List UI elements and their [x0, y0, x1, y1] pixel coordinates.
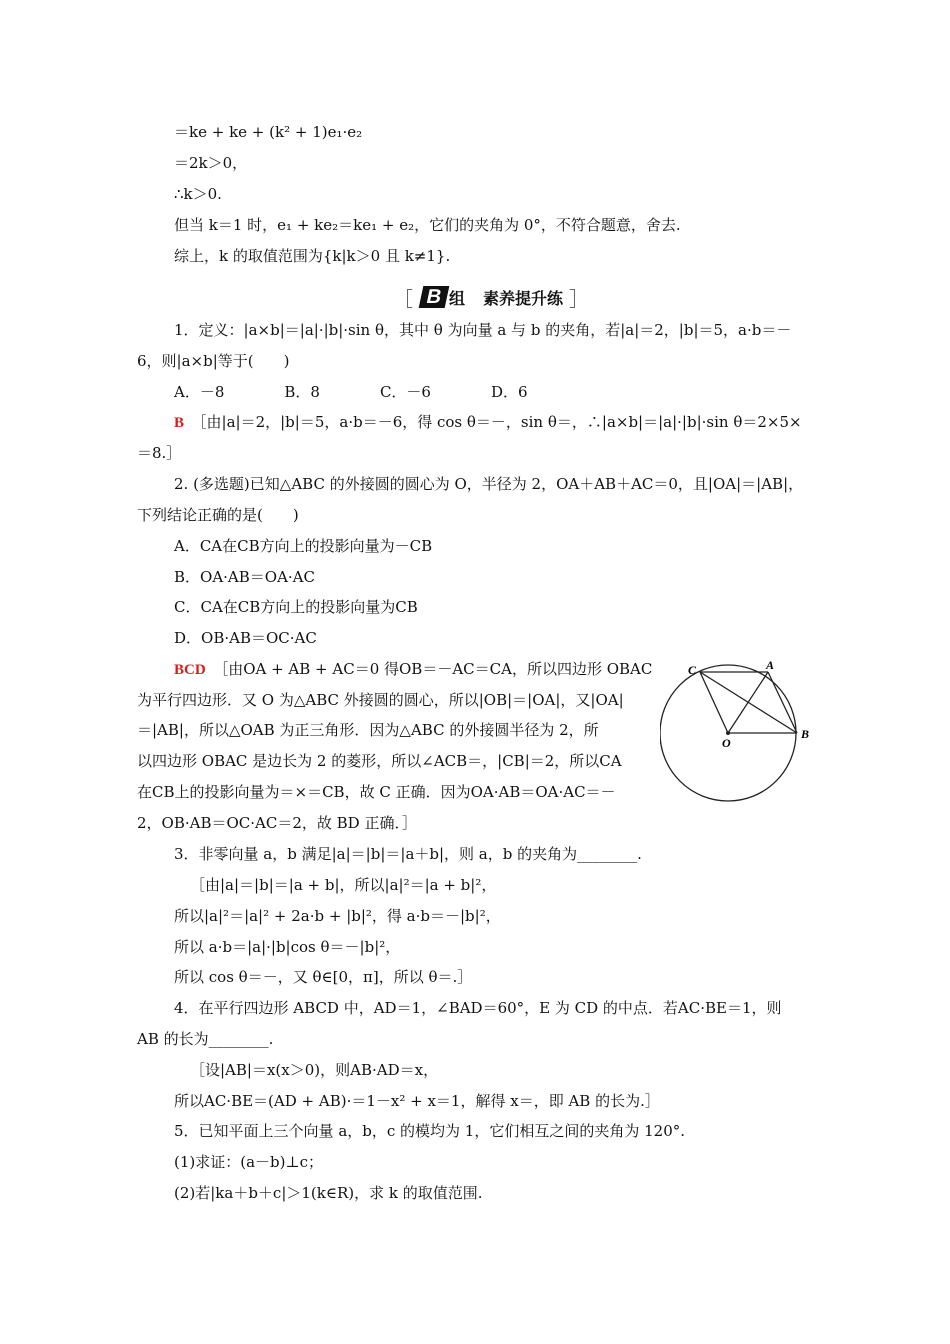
question-5-part-1: (1)求证：(a－b)⊥c；: [174, 1153, 324, 1171]
question-4: 4．在平行四边形 ABCD 中，AD＝1，∠BAD＝60°，E 为 CD 的中点．若AC·BE＝1，则: [174, 999, 782, 1017]
text-line: 在CB上的投影向量为＝×＝CB，故 C 正确．因为OA·AB＝OA·AC＝－: [137, 783, 616, 801]
text-line: 但当 k＝1 时，e₁ + ke₂＝ke₁ + e₂，它们的夹角为 0°，不符合题意，舍去.: [174, 216, 681, 234]
text-line: 所以 cos θ＝－，又 θ∈[0，π]，所以 θ＝.］: [174, 968, 473, 986]
option-d: D．OB·AB＝OC·AC: [174, 629, 317, 647]
text-line: 为平行四边形．又 O 为△ABC 外接圆的圆心，所以|OB|＝|OA|，又|OA|: [137, 691, 624, 709]
label-c: C: [688, 663, 697, 677]
answer-label: B: [174, 415, 185, 431]
question-4-cont: AB 的长为________.: [137, 1030, 274, 1048]
section-heading: [393, 284, 589, 310]
question-5: 5．已知平面上三个向量 a，b，c 的模均为 1，它们相互之间的夹角为 120°.: [174, 1122, 686, 1140]
center-point: [726, 731, 730, 735]
answer-label: BCD: [174, 662, 206, 678]
label-o: O: [722, 736, 731, 750]
answer-3: ［由|a|＝|b|＝|a + b|，所以|a|²＝|a + b|²，: [190, 876, 497, 894]
text-line: ∴k＞0.: [174, 185, 222, 203]
question-2-cont: 下列结论正确的是( ): [137, 506, 299, 524]
section-title: 素养提升练: [483, 288, 564, 308]
answer-4: ［设|AB|＝x(x＞0)，则AB·AD＝x，: [190, 1061, 439, 1079]
question-5-part-2: (2)若|ka＋b＋c|＞1(k∈R)，求 k 的取值范围.: [174, 1184, 483, 1202]
question-1-cont: 6，则|a×b|等于( ): [137, 352, 290, 370]
text-line: 所以 a·b＝|a|·|b|cos θ＝－|b|²，: [174, 938, 401, 956]
group-label: 组: [449, 288, 466, 308]
text-line: ＝|AB|，所以△OAB 为正三角形．因为△ABC 的外接圆半径为 2，所: [137, 721, 599, 739]
group-letter-badge: B: [419, 286, 450, 308]
option-a: A．CA在CB方向上的投影向量为－CB: [174, 537, 433, 555]
option-b: B．OA·AB＝OA·AC: [174, 568, 315, 586]
text-line: ＝8.］: [137, 444, 182, 462]
question-2: 2. (多选题)已知△ABC 的外接圆的圆心为 O，半径为 2，OA＋AB＋AC＝0，且|OA|＝|AB|，: [174, 475, 804, 493]
text-line: 综上，k 的取值范围为{k|k＞0 且 k≠1}.: [174, 247, 451, 265]
bracket-close: ］: [569, 286, 590, 311]
circle-figure: [660, 656, 820, 806]
text-line: 所以AC·BE＝(AD + AB)·＝1－x² + x＝1，解得 x＝，即 AB 的长为.］: [174, 1092, 660, 1110]
text-line: 2，OB·AB＝OC·AC＝2，故 BD 正确．］: [137, 814, 417, 832]
question-1-options: A．－8 B．8 C．－6 D．6: [174, 383, 528, 401]
text-line: 所以|a|²＝|a|² + 2a·b + |b|²，得 a·b＝－|b|²，: [174, 907, 501, 925]
bracket-open: ［: [393, 286, 413, 311]
answer-2: [174, 659, 652, 680]
question-3: 3．非零向量 a，b 满足|a|＝|b|＝|a＋b|，则 a，b 的夹角为________.: [174, 845, 642, 863]
answer-1: [174, 412, 802, 433]
answer-text: ［由|a|＝2，|b|＝5，a·b＝－6，得 cos θ＝－，sin θ＝，∴|a×b|＝|a|·|b|·sin θ＝2×5×: [199, 413, 802, 431]
text-line: ＝2k＞0，: [174, 154, 248, 172]
label-a: A: [766, 658, 775, 672]
question-1: 1．定义：|a×b|＝|a|·|b|·sin θ，其中 θ 为向量 a 与 b 的夹角，若|a|＝2，|b|＝5，a·b＝－: [174, 321, 792, 339]
option-c: C．CA在CB方向上的投影向量为CB: [174, 598, 418, 616]
answer-text: ［由OA + AB + AC＝0 得OB＝－AC＝CA，所以四边形 OBAC: [220, 660, 653, 678]
text-line: ＝ke + ke + (k² + 1)e₁·e₂: [174, 123, 363, 141]
label-b: B: [801, 727, 810, 741]
text-line: 以四边形 OBAC 是边长为 2 的菱形，所以∠ACB＝，|CB|＝2，所以CA: [137, 752, 622, 770]
